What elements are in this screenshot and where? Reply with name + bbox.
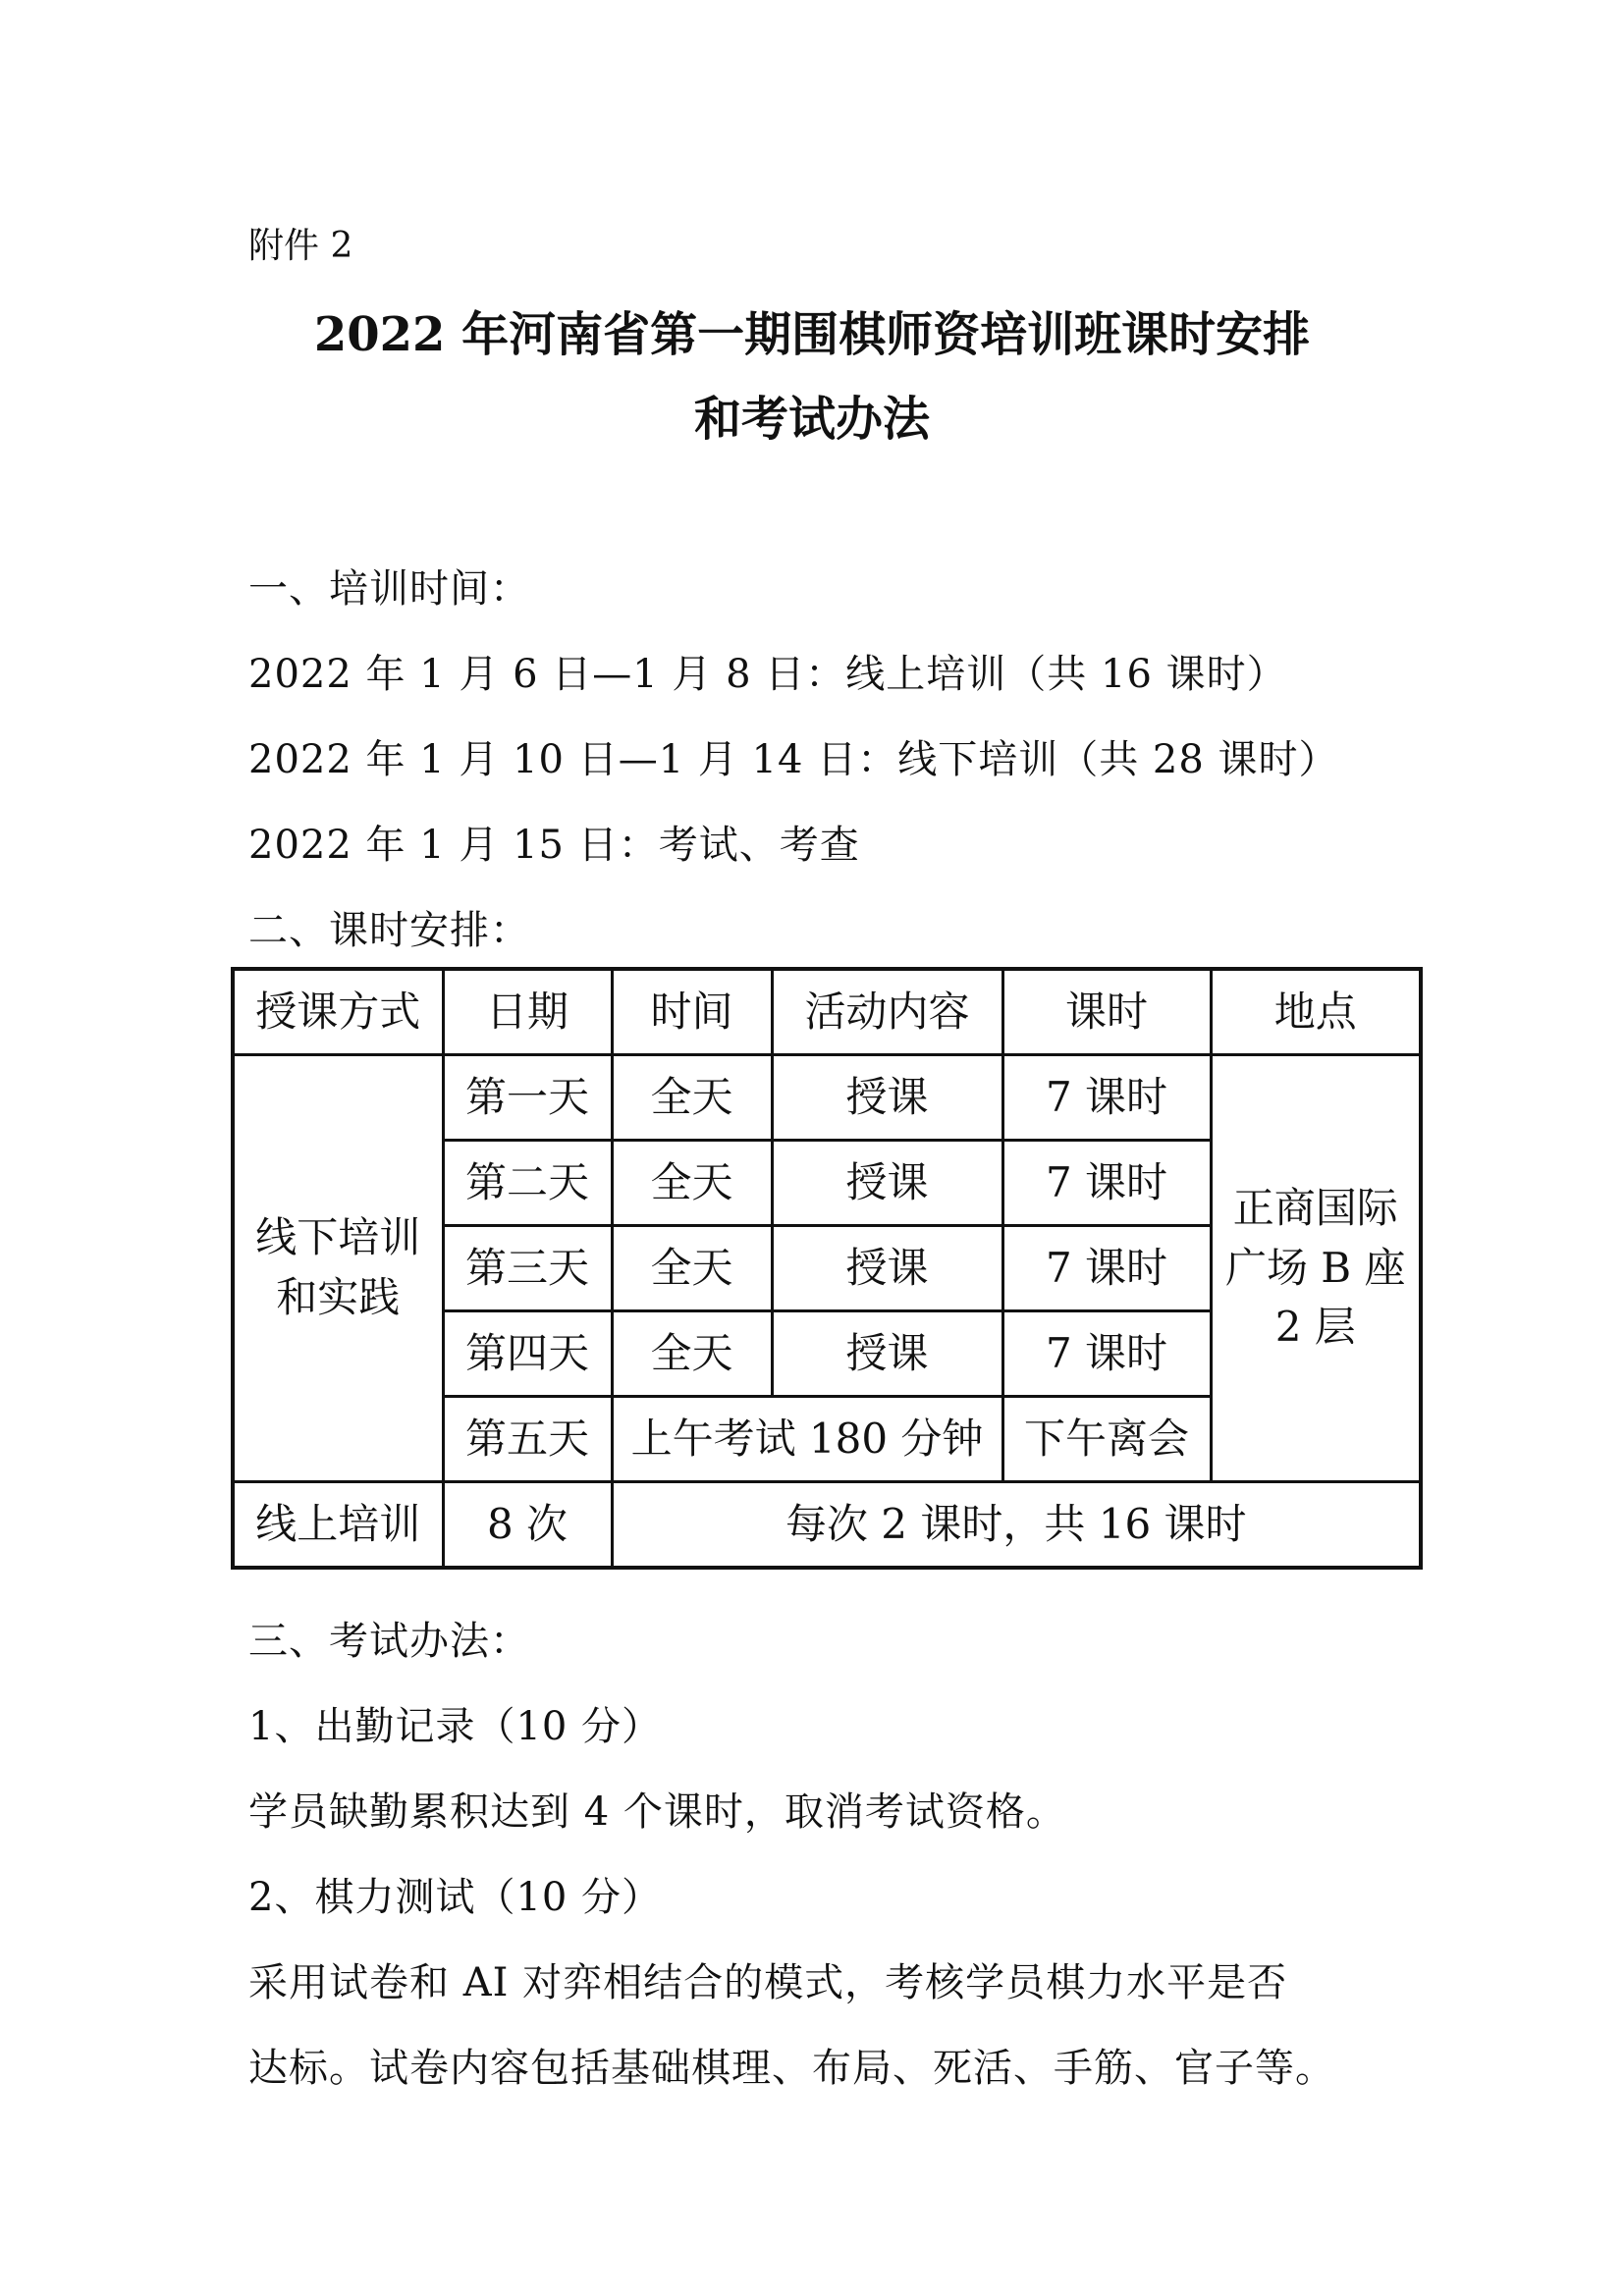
- online-mode-cell: 线上培训: [233, 1482, 443, 1569]
- hours-cell: 7 课时: [1002, 1311, 1211, 1397]
- offline-mode-cell: 线下培训和实践: [233, 1055, 443, 1482]
- attachment-label: 附件 2: [248, 226, 353, 266]
- table-header-row: [233, 969, 1421, 1055]
- training-date-line: 2022 年 1 月 10 日—1 月 14 日：线下培训（共 28 课时）: [248, 737, 1339, 782]
- exam-method-line: 采用试卷和 AI 对弈相结合的模式，考核学员棋力水平是否: [248, 1960, 1288, 2005]
- activity-cell: 授课: [772, 1311, 1002, 1397]
- document-title-line1: 2022 年河南省第一期围棋师资培训班课时安排: [313, 307, 1311, 362]
- date-cell: 第四天: [443, 1311, 612, 1397]
- hours-cell: 7 课时: [1002, 1226, 1211, 1311]
- online-detail-cell: 每次 2 课时，共 16 课时: [612, 1482, 1421, 1569]
- exam-method-line: 1、出勤记录（10 分）: [248, 1704, 663, 1749]
- hours-cell: 7 课时: [1002, 1055, 1211, 1141]
- leave-cell: 下午离会: [1002, 1397, 1211, 1482]
- table-row: [233, 1055, 1421, 1141]
- activity-cell: 授课: [772, 1226, 1002, 1311]
- time-cell: 全天: [612, 1055, 772, 1141]
- exam-method-line: 学员缺勤累积达到 4 个课时，取消考试资格。: [248, 1789, 1066, 1835]
- training-date-line: 2022 年 1 月 15 日：考试、考查: [248, 823, 860, 868]
- online-count-cell: 8 次: [443, 1482, 612, 1569]
- time-cell: 全天: [612, 1141, 772, 1226]
- date-cell: 第五天: [443, 1397, 612, 1482]
- header-cell: 时间: [612, 969, 772, 1055]
- table-row: [233, 1482, 1421, 1569]
- header-cell: 日期: [443, 969, 612, 1055]
- date-cell: 第三天: [443, 1226, 612, 1311]
- header-cell: 活动内容: [772, 969, 1002, 1055]
- exam-method-line: 达标。试卷内容包括基础棋理、布局、死活、手筋、官子等。: [248, 2046, 1335, 2091]
- location-cell: 正商国际广场 B 座 2 层: [1211, 1055, 1421, 1482]
- header-cell: 课时: [1002, 969, 1211, 1055]
- schedule-table: [231, 967, 1423, 1570]
- training-date-line: 2022 年 1 月 6 日—1 月 8 日：线上培训（共 16 课时）: [248, 652, 1287, 697]
- document-title-line2: 和考试办法: [693, 392, 930, 447]
- header-cell: 地点: [1211, 969, 1421, 1055]
- header-cell: 授课方式: [233, 969, 443, 1055]
- activity-cell: 授课: [772, 1055, 1002, 1141]
- exam-cell: 上午考试 180 分钟: [612, 1397, 1002, 1482]
- section1-heading: 一、培训时间：: [248, 566, 530, 612]
- section2-heading: 二、课时安排：: [248, 908, 530, 953]
- date-cell: 第一天: [443, 1055, 612, 1141]
- date-cell: 第二天: [443, 1141, 612, 1226]
- section3-heading: 三、考试办法：: [248, 1619, 530, 1664]
- time-cell: 全天: [612, 1226, 772, 1311]
- activity-cell: 授课: [772, 1141, 1002, 1226]
- hours-cell: 7 课时: [1002, 1141, 1211, 1226]
- exam-method-line: 2、棋力测试（10 分）: [248, 1875, 663, 1920]
- time-cell: 全天: [612, 1311, 772, 1397]
